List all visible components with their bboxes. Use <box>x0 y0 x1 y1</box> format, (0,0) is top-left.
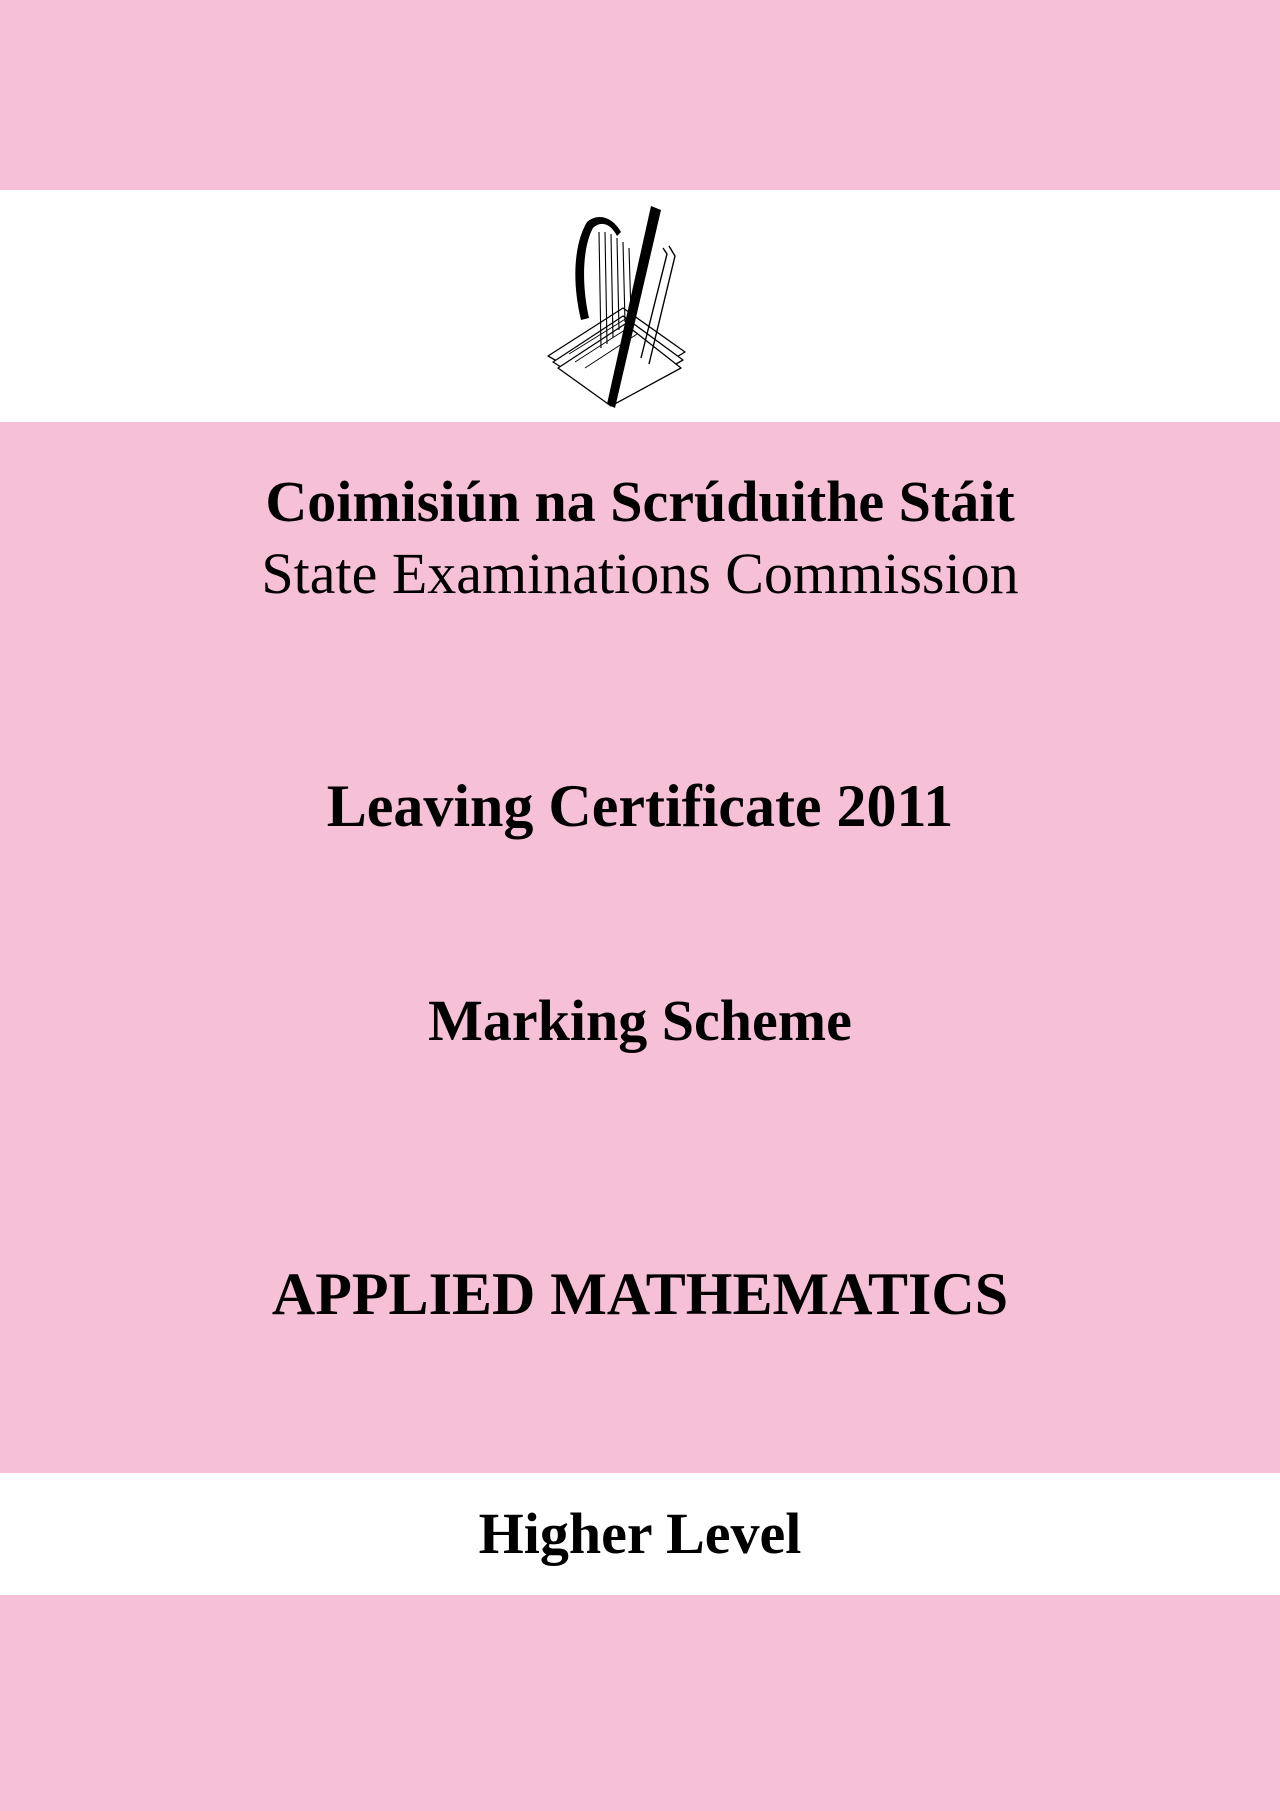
organisation-name-english: State Examinations Commission <box>261 541 1019 606</box>
level-label: Higher Level <box>478 1501 802 1566</box>
exam-title: Leaving Certificate 2011 <box>326 773 954 839</box>
harp-icon <box>545 198 705 410</box>
organisation-name-irish: Coimisiún na Scrúduithe Stáit <box>265 469 1015 534</box>
document-type: Marking Scheme <box>428 988 852 1053</box>
subject-title: APPLIED MATHEMATICS <box>271 1261 1009 1327</box>
